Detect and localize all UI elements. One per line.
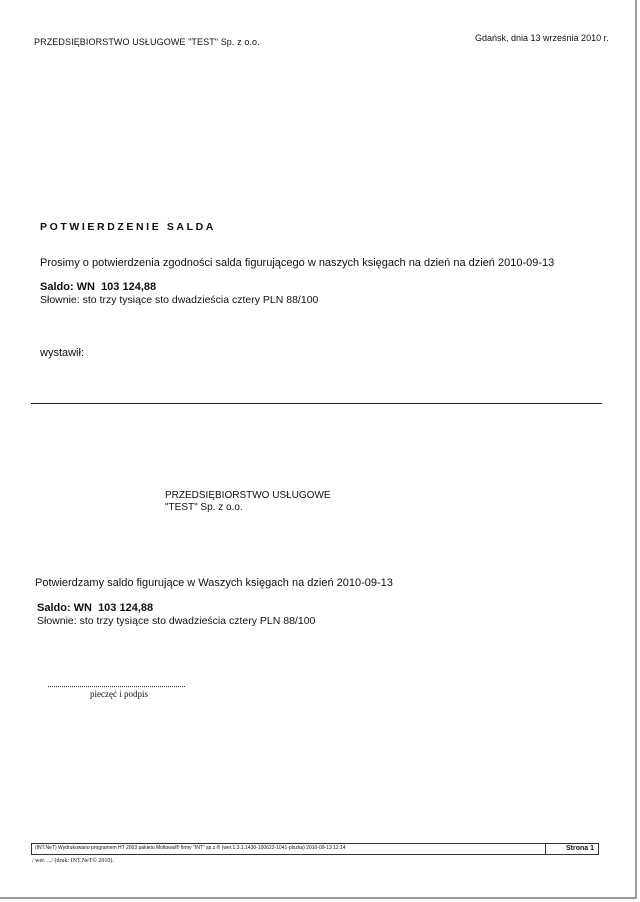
footer-separator xyxy=(545,844,546,854)
reply-slownie-line: Słownie: sto trzy tysiące sto dwadzieścia cztery PLN 88/100 xyxy=(37,615,316,627)
slownie-line: Słownie: sto trzy tysiące sto dwadzieścia cztery PLN 88/100 xyxy=(40,294,319,306)
company-name-header: PRZEDSIĘBIORSTWO USŁUGOWE "TEST" Sp. z o.o. xyxy=(34,37,260,47)
recipient-address xyxy=(165,490,331,514)
request-text: Prosimy o potwierdzenia zgodności salda figurującego w naszych księgach na dzień na dzień 2010-09-13 xyxy=(40,257,555,269)
document-title: POTWIERDZENIE SALDA xyxy=(40,221,216,233)
page-number: Strona 1 xyxy=(565,845,594,852)
saldo-line xyxy=(40,281,156,293)
issued-by-label: wystawił: xyxy=(40,347,85,359)
reply-saldo-label: Saldo: WN xyxy=(37,602,92,614)
version-note: / wer. .../ (druk: INT.NeT© 2010). xyxy=(32,858,114,864)
reply-saldo-value: 103 124,88 xyxy=(98,602,154,614)
cut-line-divider xyxy=(31,403,602,404)
address-line-2: "TEST" Sp. z o.o. xyxy=(165,502,243,513)
confirm-text: Potwierdzamy saldo figurujące w Waszych księgach na dzień 2010-09-13 xyxy=(35,577,393,589)
reply-saldo-line xyxy=(37,602,153,614)
saldo-label: Saldo: WN xyxy=(40,281,95,293)
address-line-1: PRZEDSIĘBIORSTWO USŁUGOWE xyxy=(165,490,331,501)
footer-box xyxy=(31,843,599,855)
signature-label: pieczęć i podpis xyxy=(90,689,148,699)
signature-dotted-line xyxy=(48,686,185,687)
footer-printed-by: (INT.NeT) Wydrukowano programem HT 2003 pakietu Moltowal® firmy "INT" sp.z.® (wer.1.3.1.1430-100622-1041-plszka) 2010-09-13 12:14 xyxy=(35,845,346,851)
saldo-value: 103 124,88 xyxy=(101,281,157,293)
date-line: Gdańsk, dnia 13 września 2010 r. xyxy=(475,33,609,43)
